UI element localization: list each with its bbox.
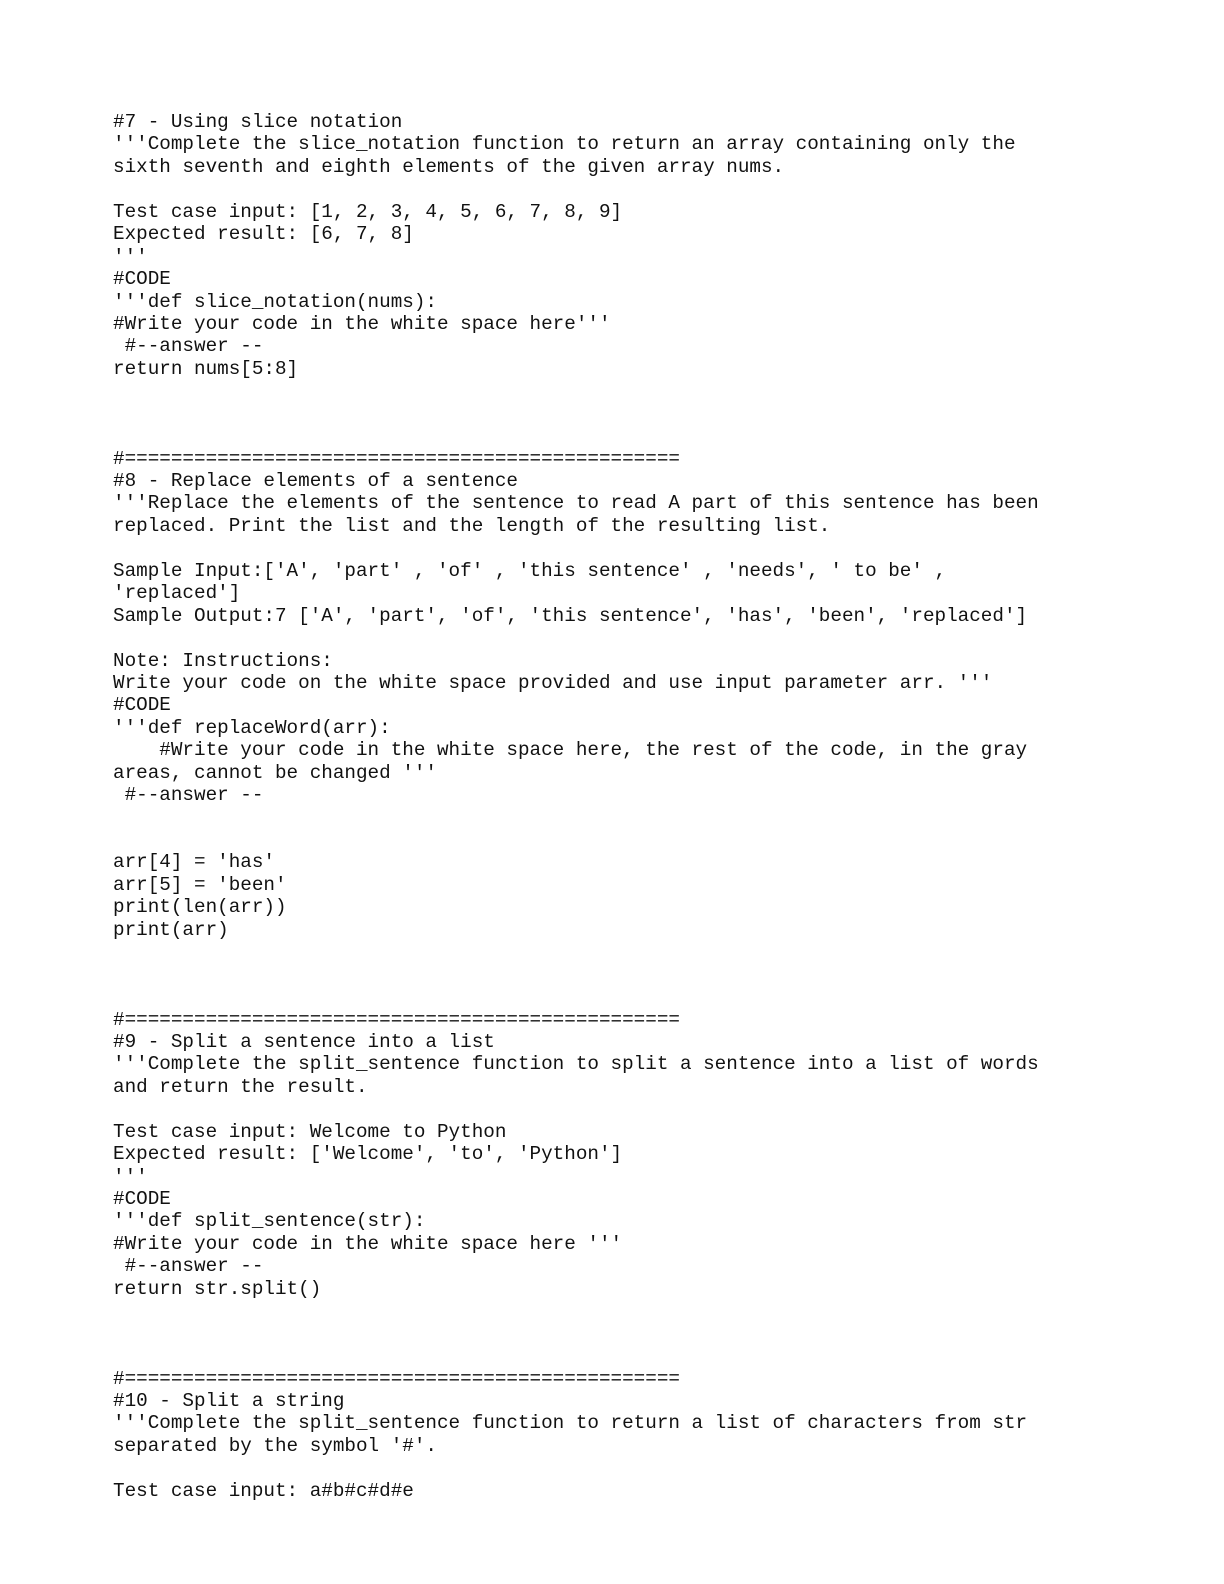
text-line: #CODE [113, 694, 171, 717]
text-line: Expected result: [6, 7, 8] [113, 223, 414, 246]
text-line: areas, cannot be changed ''' [113, 761, 437, 784]
text-line: and return the result. [113, 1075, 368, 1098]
blank-line [113, 829, 1113, 851]
blank-line [113, 807, 1113, 829]
text-line: Test case input: Welcome to Python [113, 1120, 507, 1143]
blank-line [113, 941, 1113, 963]
text-line: '''def split_sentence(str): [113, 1210, 426, 1233]
text-line: '''def slice_notation(nums): [113, 290, 437, 313]
blank-line [113, 380, 1113, 402]
blank-line [113, 178, 1113, 200]
text-line: Test case input: a#b#c#d#e [113, 1479, 414, 1502]
text-line: #--answer -- [113, 1255, 264, 1278]
text-line: #CODE [113, 268, 171, 291]
text-line: arr[5] = 'been' [113, 873, 287, 896]
text-line: return nums[5:8] [113, 357, 299, 380]
blank-line [113, 1300, 1113, 1322]
text-line: #8 - Replace elements of a sentence [113, 470, 518, 492]
text-line: #--answer -- [113, 335, 264, 358]
text-line: #================================================ [113, 1008, 680, 1031]
text-line: #Write your code in the white space here ''' [113, 1232, 623, 1255]
text-line: print(arr) [113, 918, 229, 941]
text-line: #================================================ [113, 1367, 680, 1390]
text-line: ''' [113, 245, 148, 268]
blank-line [113, 537, 1113, 559]
blank-line [113, 627, 1113, 649]
blank-line [113, 964, 1113, 986]
blank-line [113, 425, 1113, 447]
text-line: '''Complete the slice_notation function to return an array containing only the [113, 133, 1016, 156]
text-line: Sample Input:['A', 'part' , 'of' , 'this sentence' , 'needs', ' to be' , [113, 559, 947, 582]
text-line: #--answer -- [113, 784, 264, 807]
blank-line [113, 403, 1113, 425]
text-line: Sample Output:7 ['A', 'part', 'of', 'this sentence', 'has', 'been', 'replaced'] [113, 604, 1028, 627]
text-line: '''Replace the elements of the sentence to read A part of this sentence has been [113, 492, 1039, 515]
blank-line [113, 1457, 1113, 1479]
text-line: #9 - Split a sentence into a list [113, 1030, 495, 1053]
text-line: sixth seventh and eighth elements of the given array nums. [113, 155, 785, 178]
text-line: Test case input: [1, 2, 3, 4, 5, 6, 7, 8, 9] [113, 200, 623, 223]
blank-line [113, 1323, 1113, 1345]
text-line: #Write your code in the white space here, the rest of the code, in the gray [113, 739, 1028, 762]
text-line: Write your code on the white space provided and use input parameter arr. ''' [113, 671, 993, 694]
text-line: 'replaced'] [113, 582, 241, 605]
text-line: ''' [113, 1165, 148, 1188]
blank-line [113, 1345, 1113, 1367]
text-line: #Write your code in the white space here''' [113, 312, 611, 335]
text-line: #7 - Using slice notation [113, 111, 403, 133]
text-line: #10 - Split a string [113, 1389, 345, 1412]
document-page [113, 111, 1113, 1502]
text-line: Expected result: ['Welcome', 'to', 'Python'] [113, 1143, 623, 1166]
text-line: return str.split() [113, 1277, 322, 1300]
text-line: print(len(arr)) [113, 896, 287, 919]
text-line: Note: Instructions: [113, 649, 333, 672]
text-line: separated by the symbol '#'. [113, 1434, 437, 1457]
blank-line [113, 986, 1113, 1008]
text-line: '''def replaceWord(arr): [113, 716, 391, 739]
text-line: #CODE [113, 1188, 171, 1210]
text-line: #================================================ [113, 447, 680, 470]
text-line: '''Complete the split_sentence function to return a list of characters from str [113, 1412, 1028, 1435]
text-line: replaced. Print the list and the length of the resulting list. [113, 514, 831, 537]
blank-line [113, 1098, 1113, 1120]
text-line: arr[4] = 'has' [113, 851, 275, 874]
text-line: '''Complete the split_sentence function to split a sentence into a list of words [113, 1053, 1039, 1076]
